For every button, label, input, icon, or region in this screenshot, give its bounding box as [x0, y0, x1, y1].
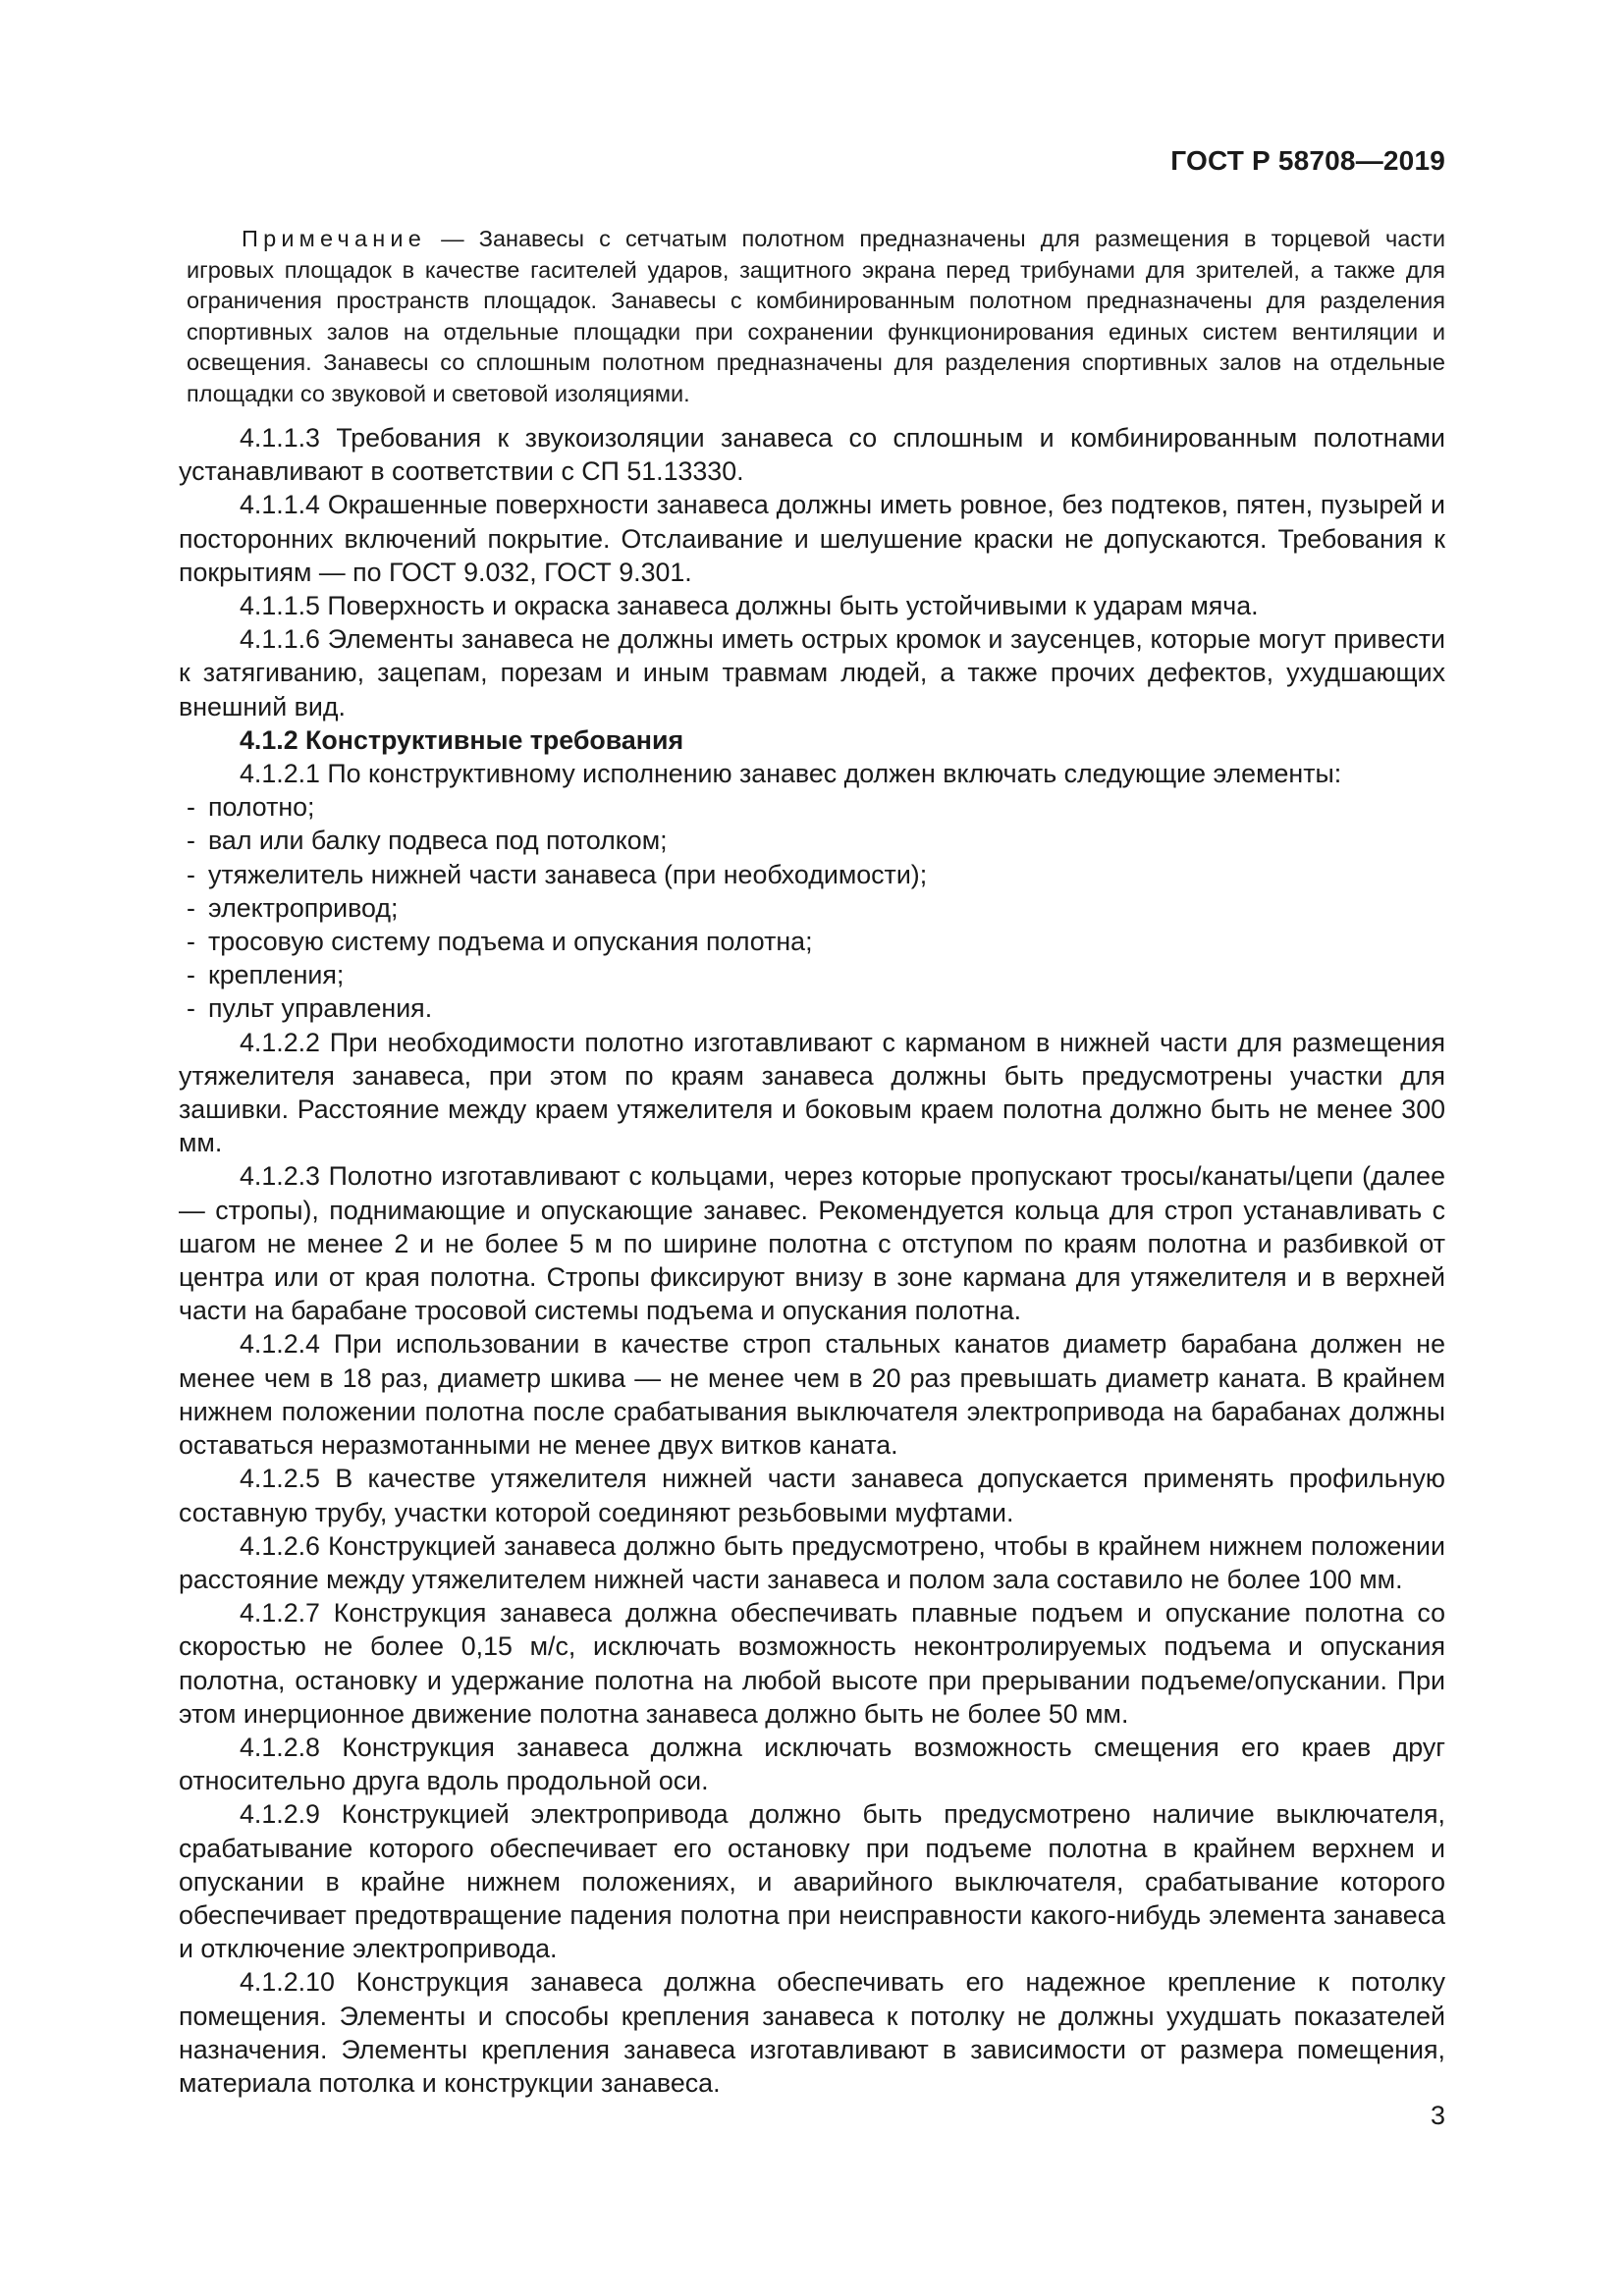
- paragraph-4-1-2-8: 4.1.2.8 Конструкция занавеса должна исключать возможность смещения его краев друг относительно друга вдоль продольной оси.: [179, 1732, 1445, 1796]
- paragraph-4-1-2-9: 4.1.2.9 Конструкцией электропривода должно быть предусмотрено наличие выключателя, срабатывание которого обеспечивает его остановку при подъеме полотна в крайнем верхнем и опускании в крайне нижнем положениях, и аварийного выключателя, срабатывание которого обеспечивает предотвращение падения полотна при неисправности какого-нибудь элемента занавеса и отключение электропривода.: [179, 1799, 1445, 1964]
- paragraph-4-1-1-6: 4.1.1.6 Элементы занавеса не должны иметь острых кромок и заусенцев, которые могут привести к затягиванию, зацепам, порезам и иным травмам людей, а также прочих дефектов, ухудшающих внешний вид.: [179, 624, 1445, 721]
- section-heading: 4.1.2 Конструктивные требования: [240, 724, 684, 755]
- list-dash: -: [187, 859, 195, 889]
- list-dash: -: [187, 892, 195, 923]
- paragraph-4-1-2-2: 4.1.2.2 При необходимости полотно изготавливают с карманом в нижней части для размещения утяжелителя занавеса, при этом по краям занавеса должны быть предусмотрены участки для зашивки. Расстояние между краем утяжелителя и боковым краем полотна должно быть не менее 300 мм.: [179, 1027, 1445, 1158]
- list-item-text: вал или балку подвеса под потолком;: [208, 826, 668, 856]
- list-dash: -: [187, 960, 195, 990]
- list-item-text: пульт управления.: [208, 993, 433, 1024]
- page-number: 3: [1430, 2101, 1445, 2130]
- note-text: — Занавесы с сетчатым полотном предназначены для размещения в торцевой части игровых площадок в качестве гасителей ударов, защитного экрана перед трибунами для зрителей, а также для ограничения пространств площадок. Занавесы с комбинированным полотном предназначены для разделения спортивных залов на отдельные площадки при сохранении функционирования единых систем вентиляции и освещения. Занавесы со сплошным полотном предназначены для разделения спортивных залов на отдельные площадки со звуковой и световой изоляциями.: [187, 226, 1445, 406]
- list-item: [179, 925, 1445, 958]
- paragraph-4-1-2-3: 4.1.2.3 Полотно изготавливают с кольцами, через которые пропускают тросы/канаты/цепи (далее — стропы), поднимающие и опускающие занавес. Рекомендуется кольца для строп устанавливать с шагом не менее 2 и не более 5 м по ширине полотна с отступом по краям полотна и разбивкой от центра или от края полотна. Стропы фиксируют внизу в зоне кармана для утяжелителя и в верхней части на барабане тросовой системы подъема и опускания полотна.: [179, 1161, 1445, 1326]
- list-dash: -: [187, 792, 195, 823]
- list-item: [179, 991, 1445, 1025]
- note-label: Примечание: [242, 226, 427, 251]
- list-dash: -: [187, 927, 195, 957]
- list-item-text: полотно;: [208, 792, 315, 823]
- list-item-text: утяжелитель нижней части занавеса (при необходимости);: [208, 859, 928, 889]
- list-item-text: тросовую систему подъема и опускания полотна;: [208, 927, 813, 957]
- list-item-text: крепления;: [208, 960, 345, 990]
- body-text: [179, 421, 1445, 2100]
- paragraph-4-1-1-5: 4.1.1.5 Поверхность и окраска занавеса должны быть устойчивыми к ударам мяча.: [240, 591, 1259, 621]
- paragraph-4-1-2-10: 4.1.2.10 Конструкция занавеса должна обеспечивать его надежное крепление к потолку помещения. Элементы и способы крепления занавеса к потолку не должны ухудшать показателей назначения. Элементы крепления занавеса изготавливают в зависимости от размера помещения, материала потолка и конструкции занавеса.: [179, 1967, 1445, 2098]
- paragraph-4-1-2-7: 4.1.2.7 Конструкция занавеса должна обеспечивать плавные подъем и опускание полотна со скоростью не более 0,15 м/с, исключать возможность неконтролируемых подъема и опускания полотна, остановку и удержание полотна на любой высоте при прерывании подъеме/опускании. При этом инерционное движение полотна занавеса должно быть не более 50 мм.: [179, 1598, 1445, 1729]
- paragraph-4-1-2-4: 4.1.2.4 При использовании в качестве строп стальных канатов диаметр барабана должен не менее чем в 18 раз, диаметр шкива — не менее чем в 20 раз превышать диаметр каната. В крайнем нижнем положении полотна после срабатывания выключателя электропривода на барабанах должны оставаться неразмотанными не менее двух витков каната.: [179, 1329, 1445, 1461]
- requirements-4-1-1: [179, 421, 1445, 723]
- requirements-4-1-2: [179, 1026, 1445, 2101]
- list-item: [179, 790, 1445, 824]
- paragraph-4-1-1-3: 4.1.1.3 Требования к звукоизоляции занавеса со сплошным и комбинированным полотнами устанавливают в соответствии с СП 51.13330.: [179, 423, 1445, 487]
- paragraph-4-1-2-6: 4.1.2.6 Конструкцией занавеса должно быть предусмотрено, чтобы в крайнем нижнем положении расстояние между утяжелителем нижней части занавеса и полом зала составило не более 100 мм.: [179, 1530, 1445, 1594]
- standard-designation: ГОСТ Р 58708—2019: [1170, 145, 1445, 176]
- list-item: [179, 824, 1445, 857]
- list-item: [179, 891, 1445, 925]
- list-dash: -: [187, 826, 195, 856]
- elements-list: [179, 790, 1445, 1025]
- list-item: [179, 958, 1445, 991]
- paragraph-4-1-2-5: 4.1.2.5 В качестве утяжелителя нижней части занавеса допускается применять профильную составную трубу, участки которой соединяют резьбовыми муфтами.: [179, 1464, 1445, 1527]
- paragraph-4-1-1-4: 4.1.1.4 Окрашенные поверхности занавеса должны иметь ровное, без подтеков, пятен, пузырей и посторонних включений покрытие. Отслаивание и шелушение краски не допускаются. Требования к покрытиям — по ГОСТ 9.032, ГОСТ 9.301.: [179, 490, 1445, 587]
- note-block: [179, 224, 1445, 409]
- page-content: [179, 224, 1445, 2100]
- list-item-text: электропривод;: [208, 892, 399, 923]
- list-item: [179, 858, 1445, 891]
- paragraph-4-1-2-1: 4.1.2.1 По конструктивному исполнению занавес должен включать следующие элементы:: [240, 759, 1342, 789]
- list-dash: -: [187, 993, 195, 1024]
